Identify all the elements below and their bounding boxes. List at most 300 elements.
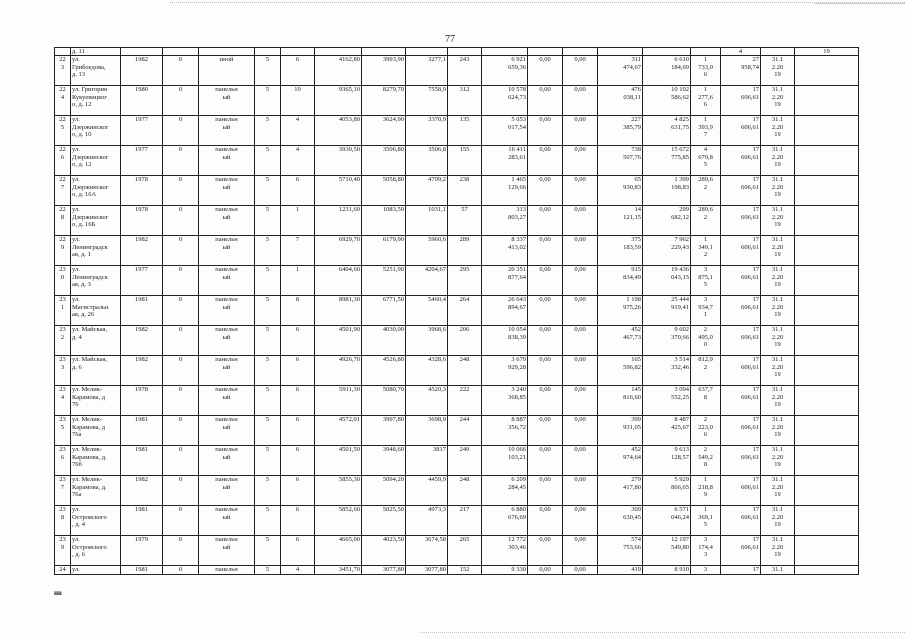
- cell-wall-material: панельн ый: [199, 506, 255, 536]
- cell-residential-area: 4204,67: [406, 266, 448, 296]
- cell-residential-area: 4799,2: [406, 176, 448, 206]
- cell-entrances: 4: [281, 566, 315, 575]
- cell-unit-cost: 3 934,7 1: [691, 296, 721, 326]
- cell-residential-area: 4459,9: [406, 476, 448, 506]
- cell-empty: [795, 356, 859, 386]
- cell-empty: [795, 146, 859, 176]
- cell-max-cost: 17 606,61: [721, 356, 761, 386]
- cell-empty: [795, 116, 859, 146]
- cell-zero-2: 0,00: [563, 356, 598, 386]
- cell-address: ул. Григория Кукуевицког о, д. 12: [71, 86, 121, 116]
- cell-col-3: 0: [163, 326, 199, 356]
- cell-cost-owner: 309 630,45: [598, 506, 643, 536]
- cell-wall-material: панельн ый: [199, 266, 255, 296]
- cell-col-3: 0: [163, 206, 199, 236]
- cell-empty: [795, 446, 859, 476]
- cell-year: 1981: [121, 416, 163, 446]
- cell-cost-fund: 19 436 043,15: [643, 266, 691, 296]
- cell-zero-2: 0,00: [563, 566, 598, 575]
- cell-address: ул.: [71, 566, 121, 575]
- cell-floors: 5: [255, 476, 281, 506]
- cell-empty: [121, 48, 163, 56]
- cell-deadline: 31.1 2.20 19: [761, 146, 795, 176]
- cell-residents: 206: [448, 326, 482, 356]
- cell-empty: [528, 48, 563, 56]
- cell-cost-owner: 399 931,05: [598, 416, 643, 446]
- cell-empty: [795, 266, 859, 296]
- scan-edge-top-right: [815, 3, 905, 5]
- cell-floors: 5: [255, 416, 281, 446]
- cell-col-3: 0: [163, 416, 199, 446]
- cell-wall-material: панельн ый: [199, 206, 255, 236]
- cell-address: ул. Майская, д. 4: [71, 326, 121, 356]
- table-row: [55, 386, 859, 416]
- cell-floors: 5: [255, 56, 281, 86]
- cell-max-cost: 17 606,61: [721, 236, 761, 266]
- cell-cost-fund: 25 444 919,41: [643, 296, 691, 326]
- cell-residents: 217: [448, 506, 482, 536]
- housing-register-table: [54, 47, 859, 575]
- cell-entrances: 6: [281, 176, 315, 206]
- cell-year: 1978: [121, 386, 163, 416]
- cell-entrances: 6: [281, 506, 315, 536]
- cell-total-cost: 8 337 413,02: [482, 236, 528, 266]
- row-number: 23 2: [55, 326, 71, 356]
- cell-floors: 5: [255, 86, 281, 116]
- cell-residential-area: 3968,6: [406, 326, 448, 356]
- cell-empty: [795, 416, 859, 446]
- cell-cost-fund: 6 610 184,69: [643, 56, 691, 86]
- cell-zero-2: 0,00: [563, 386, 598, 416]
- cell-floors: 5: [255, 566, 281, 575]
- cell-cost-fund: 12 197 549,80: [643, 536, 691, 566]
- table-row: [55, 416, 859, 446]
- cell-address: ул. Дзержинског о, д. 16А: [71, 176, 121, 206]
- cell-floors: 5: [255, 116, 281, 146]
- cell-cost-fund: 9 613 128,57: [643, 446, 691, 476]
- cell-residents: 248: [448, 476, 482, 506]
- cell-col-3: 0: [163, 236, 199, 266]
- cell-unit-cost: 4 679,8 5: [691, 146, 721, 176]
- cell-wall-material: панельн ый: [199, 236, 255, 266]
- cell-deadline: 31.1 2.20 19: [761, 326, 795, 356]
- cell-address: ул. Дзержинског о, д. 12: [71, 146, 121, 176]
- cell-total-area: 5911,30: [315, 386, 362, 416]
- cell-residents: 295: [448, 266, 482, 296]
- cell-empty: [163, 48, 199, 56]
- table-row: [55, 326, 859, 356]
- cell-cost-owner: 65 930,83: [598, 176, 643, 206]
- table-row: [55, 446, 859, 476]
- cell-deadline: 31.1 2.20 19: [761, 536, 795, 566]
- cell-cost-owner: 1 198 975,26: [598, 296, 643, 326]
- cell-total-cost: 5 053 017,54: [482, 116, 528, 146]
- cell-entrances: 7: [281, 236, 315, 266]
- cell-residents: 57: [448, 206, 482, 236]
- cell-unit-cost: 3 174,4 3: [691, 536, 721, 566]
- cell-residents: 155: [448, 146, 482, 176]
- cell-max-cost: 17 606,61: [721, 296, 761, 326]
- cell-col-3: 0: [163, 386, 199, 416]
- cell-residents: 265: [448, 536, 482, 566]
- cell-residents: 152: [448, 566, 482, 575]
- row-number: 22 9: [55, 236, 71, 266]
- cell-empty: [691, 48, 721, 56]
- cell-entrances: 6: [281, 446, 315, 476]
- cell-residents: 244: [448, 416, 482, 446]
- cell-zero-1: 0,00: [528, 206, 563, 236]
- cell-floors: 5: [255, 146, 281, 176]
- cell-col-3: 0: [163, 446, 199, 476]
- row-number: 23 5: [55, 416, 71, 446]
- cell-wall-material: панельн ый: [199, 326, 255, 356]
- scan-edge-bottom: [420, 632, 905, 633]
- table-row: [55, 356, 859, 386]
- cell-entrances: 6: [281, 326, 315, 356]
- cell-residential-area: 3370,9: [406, 116, 448, 146]
- cell-col-3: 0: [163, 356, 199, 386]
- cell-zero-2: 0,00: [563, 206, 598, 236]
- cell-wall-material: панельн ый: [199, 146, 255, 176]
- cell-total-area: 5710,40: [315, 176, 362, 206]
- cell-residential-area: 4973,3: [406, 506, 448, 536]
- row-number: 22 6: [55, 146, 71, 176]
- cell-residents: 264: [448, 296, 482, 326]
- cell-max-cost: 17 606,61: [721, 446, 761, 476]
- cell-empty: [448, 48, 482, 56]
- cell-zero-1: 0,00: [528, 146, 563, 176]
- cell-total-area: 5855,30: [315, 476, 362, 506]
- cell-empty: [795, 536, 859, 566]
- cell-residential-area: 3506,8: [406, 146, 448, 176]
- cell-year: 1977: [121, 266, 163, 296]
- cell-cost-owner: 14 121,15: [598, 206, 643, 236]
- cell-wall-material: панельн ый: [199, 386, 255, 416]
- cell-empty: [315, 48, 362, 56]
- cell-cost-fund: 8 487 425,67: [643, 416, 691, 446]
- cell-total-cost: 6 209 284,45: [482, 476, 528, 506]
- cell-max-cost: 17 606,61: [721, 86, 761, 116]
- cell-residents: 238: [448, 176, 482, 206]
- cell-floors: 5: [255, 536, 281, 566]
- cell-living-area: 3997,80: [362, 416, 406, 446]
- cell-entrances: 6: [281, 536, 315, 566]
- cell-floors: 5: [255, 236, 281, 266]
- table-row: [55, 56, 859, 86]
- cell-deadline: 31.1 2.20 19: [761, 206, 795, 236]
- row-number: 23 3: [55, 356, 71, 386]
- cell-cost-fund: 3 514 332,46: [643, 356, 691, 386]
- cell-zero-1: 0,00: [528, 416, 563, 446]
- page-number: 77: [445, 34, 455, 45]
- cell-total-cost: 6 880 676,69: [482, 506, 528, 536]
- row-number: 23 0: [55, 266, 71, 296]
- cell-deadline: 31.1 2.20 19: [761, 266, 795, 296]
- cell-year: 1982: [121, 356, 163, 386]
- cell-empty: [795, 86, 859, 116]
- cell-empty: [795, 476, 859, 506]
- cell-col-3: 0: [163, 266, 199, 296]
- cell-deadline: 31.1 2.20 19: [761, 416, 795, 446]
- cell-total-cost: 10 578 624,73: [482, 86, 528, 116]
- cell-col-20: 19: [795, 48, 859, 56]
- cell-address: ул. Мелик- Карамова, д. 76б: [71, 446, 121, 476]
- cell-cost-owner: 452 974,64: [598, 446, 643, 476]
- cell-max-cost: 17 606,61: [721, 176, 761, 206]
- cell-cost-owner: 738 507,76: [598, 146, 643, 176]
- cell-zero-2: 0,00: [563, 476, 598, 506]
- cell-living-area: 1083,50: [362, 206, 406, 236]
- cell-wall-material: панельн ый: [199, 476, 255, 506]
- cell-year: 1978: [121, 176, 163, 206]
- cell-residential-area: 4520,3: [406, 386, 448, 416]
- cell-zero-2: 0,00: [563, 86, 598, 116]
- cell-residents: 289: [448, 236, 482, 266]
- cell-max-cost: 17 606,61: [721, 536, 761, 566]
- row-number: 22 4: [55, 86, 71, 116]
- cell-unit-cost: 1 277,6 6: [691, 86, 721, 116]
- cell-residents: 243: [448, 56, 482, 86]
- cell-total-area: 4572,01: [315, 416, 362, 446]
- cell-living-area: 5251,90: [362, 266, 406, 296]
- cell-zero-2: 0,00: [563, 116, 598, 146]
- cell-empty: [199, 48, 255, 56]
- cell-empty: [598, 48, 643, 56]
- cell-total-cost: 3 679 929,28: [482, 356, 528, 386]
- cell-entrances: 1: [281, 206, 315, 236]
- cell-zero-1: 0,00: [528, 266, 563, 296]
- cell-living-area: 6179,90: [362, 236, 406, 266]
- cell-deadline: 31.1 2.20 19: [761, 356, 795, 386]
- cell-unit-cost: 3: [691, 566, 721, 575]
- cell-living-area: 4023,50: [362, 536, 406, 566]
- cell-empty: [55, 48, 71, 56]
- cell-unit-cost: 289,6 2: [691, 176, 721, 206]
- cell-deadline: 31.1 2.20 19: [761, 506, 795, 536]
- row-number: 23 9: [55, 536, 71, 566]
- cell-entrances: 10: [281, 86, 315, 116]
- cell-col-3: 0: [163, 146, 199, 176]
- cell-zero-2: 0,00: [563, 266, 598, 296]
- cell-address: ул. Ленинградск ая, д. 3: [71, 266, 121, 296]
- cell-living-area: 5094,20: [362, 476, 406, 506]
- cell-entrances: 4: [281, 116, 315, 146]
- row-number: 22 5: [55, 116, 71, 146]
- cell-floors: 5: [255, 356, 281, 386]
- cell-unit-cost: 2 223,0 6: [691, 416, 721, 446]
- cell-year: 1982: [121, 476, 163, 506]
- cell-unit-cost: 1 349,1 2: [691, 236, 721, 266]
- cell-empty: [643, 48, 691, 56]
- cell-col-3: 0: [163, 176, 199, 206]
- cell-unit-cost: 637,7 8: [691, 386, 721, 416]
- table-row: [55, 536, 859, 566]
- cell-cost-fund: 5 929 866,65: [643, 476, 691, 506]
- cell-residential-area: 3674,58: [406, 536, 448, 566]
- cell-living-area: 4030,00: [362, 326, 406, 356]
- cell-floors: 5: [255, 506, 281, 536]
- cell-address: ул. Грибоедова, д. 13: [71, 56, 121, 86]
- cell-zero-2: 0,00: [563, 416, 598, 446]
- cell-max-cost: 17 606,61: [721, 416, 761, 446]
- cell-zero-1: 0,00: [528, 296, 563, 326]
- cell-floors: 5: [255, 386, 281, 416]
- cell-cost-owner: 375 183,59: [598, 236, 643, 266]
- cell-deadline: 31.1 2.20 19: [761, 116, 795, 146]
- cell-wall-material: панельн ый: [199, 446, 255, 476]
- cell-entrances: 4: [281, 146, 315, 176]
- cell-entrances: 8: [281, 296, 315, 326]
- cell-cost-owner: 476 038,11: [598, 86, 643, 116]
- cell-living-area: 5080,70: [362, 386, 406, 416]
- row-number: 23 6: [55, 446, 71, 476]
- cell-zero-1: 0,00: [528, 56, 563, 86]
- cell-living-area: 6771,50: [362, 296, 406, 326]
- cell-address: ул. Магистральн ая, д. 26: [71, 296, 121, 326]
- cell-residential-area: 3817: [406, 446, 448, 476]
- cell-empty: [563, 48, 598, 56]
- cell-residents: 312: [448, 86, 482, 116]
- cell-col-3: 0: [163, 506, 199, 536]
- row-number: 22 8: [55, 206, 71, 236]
- cell-max-cost: 17 606,61: [721, 206, 761, 236]
- cell-wall-material: панельн ый: [199, 176, 255, 206]
- cell-empty: [795, 236, 859, 266]
- cell-zero-2: 0,00: [563, 56, 598, 86]
- cell-deadline: 31.1 2.20 19: [761, 56, 795, 86]
- cell-address: ул. Майская, д. 6: [71, 356, 121, 386]
- cell-year: 1982: [121, 326, 163, 356]
- cell-address: ул. Ленинградск ая, д. 1: [71, 236, 121, 266]
- cell-empty: [795, 566, 859, 575]
- cell-floors: 5: [255, 176, 281, 206]
- cell-empty: [795, 326, 859, 356]
- cell-max-cost: 17 606,61: [721, 386, 761, 416]
- cell-entrances: 6: [281, 56, 315, 86]
- cell-deadline: 31.1 2.20 19: [761, 176, 795, 206]
- row-number: 22 3: [55, 56, 71, 86]
- cell-wall-material: иной: [199, 56, 255, 86]
- cell-residents: 135: [448, 116, 482, 146]
- cell-empty: [795, 206, 859, 236]
- cell-address: ул. Мелик- Карамова, д 76: [71, 386, 121, 416]
- table-row: [55, 296, 859, 326]
- cell-unit-cost: 1 218,8 9: [691, 476, 721, 506]
- cell-address: ул. Дзержинског о, д. 10: [71, 116, 121, 146]
- cell-max-cost: 17 606,61: [721, 146, 761, 176]
- cell-living-area: 5058,80: [362, 176, 406, 206]
- cell-total-area: 4053,80: [315, 116, 362, 146]
- cell-residents: 222: [448, 386, 482, 416]
- cell-floors: 5: [255, 266, 281, 296]
- cell-total-area: 4501,50: [315, 446, 362, 476]
- cell-unit-cost: 2 495,0 0: [691, 326, 721, 356]
- cell-cost-owner: 145 816,60: [598, 386, 643, 416]
- cell-residents: 248: [448, 356, 482, 386]
- cell-total-cost: 26 643 894,67: [482, 296, 528, 326]
- cell-col-17: 4: [721, 48, 761, 56]
- cell-address: ул. Островского , д. 6: [71, 536, 121, 566]
- cell-floors: 5: [255, 296, 281, 326]
- row-number: 24: [55, 566, 71, 575]
- cell-entrances: 6: [281, 416, 315, 446]
- cell-wall-material: панельн ый: [199, 416, 255, 446]
- cell-cost-owner: 419: [598, 566, 643, 575]
- scan-edge-top: [170, 2, 905, 6]
- cell-year: 1982: [121, 56, 163, 86]
- row-number: 22 7: [55, 176, 71, 206]
- cell-deadline: 31.1 2.20 19: [761, 386, 795, 416]
- cell-cost-fund: 15 672 775,85: [643, 146, 691, 176]
- cell-cost-fund: 10 102 586,62: [643, 86, 691, 116]
- row-number: 23 4: [55, 386, 71, 416]
- cell-year: 1982: [121, 236, 163, 266]
- cell-residential-area: 3077,80: [406, 566, 448, 575]
- table-row: [55, 236, 859, 266]
- cell-unit-cost: 3 875,1 5: [691, 266, 721, 296]
- cell-year: 1981: [121, 296, 163, 326]
- cell-cost-fund: 6 571 046,24: [643, 506, 691, 536]
- cell-col-3: 0: [163, 116, 199, 146]
- cell-zero-1: 0,00: [528, 386, 563, 416]
- cell-cost-fund: 3 094 552,25: [643, 386, 691, 416]
- cell-year: 1981: [121, 566, 163, 575]
- cell-unit-cost: 812,9 2: [691, 356, 721, 386]
- cell-col-3: 0: [163, 536, 199, 566]
- cell-zero-2: 0,00: [563, 536, 598, 566]
- cell-empty: [482, 48, 528, 56]
- cell-zero-2: 0,00: [563, 326, 598, 356]
- cell-zero-1: 0,00: [528, 566, 563, 575]
- cell-zero-1: 0,00: [528, 446, 563, 476]
- cell-empty: [406, 48, 448, 56]
- cell-wall-material: панельн ый: [199, 86, 255, 116]
- cell-deadline: 31.1 2.20 19: [761, 236, 795, 266]
- cell-max-cost: 27 958,74: [721, 56, 761, 86]
- cell-empty: [255, 48, 281, 56]
- cell-floors: 5: [255, 206, 281, 236]
- table-row: [55, 266, 859, 296]
- cell-zero-1: 0,00: [528, 326, 563, 356]
- cell-cost-owner: 227 385,79: [598, 116, 643, 146]
- cell-residential-area: 3277,1: [406, 56, 448, 86]
- table-row: [55, 116, 859, 146]
- cell-entrances: 6: [281, 356, 315, 386]
- cell-zero-1: 0,00: [528, 86, 563, 116]
- cell-total-area: 4665,00: [315, 536, 362, 566]
- cell-deadline: 31.1 2.20 19: [761, 86, 795, 116]
- cell-cost-owner: 452 467,73: [598, 326, 643, 356]
- cell-living-area: 3993,90: [362, 56, 406, 86]
- cell-cost-fund: 299 682,12: [643, 206, 691, 236]
- cell-residential-area: 4328,6: [406, 356, 448, 386]
- cell-total-cost: 6 921 659,36: [482, 56, 528, 86]
- cell-total-area: 1231,60: [315, 206, 362, 236]
- cell-residential-area: 5960,6: [406, 236, 448, 266]
- cell-cost-fund: 7 962 229,43: [643, 236, 691, 266]
- cell-cost-owner: 279 417,80: [598, 476, 643, 506]
- cell-total-cost: 3 240 368,85: [482, 386, 528, 416]
- cell-zero-1: 0,00: [528, 476, 563, 506]
- cell-unit-cost: 1 393,9 7: [691, 116, 721, 146]
- cell-entrances: 1: [281, 266, 315, 296]
- table-row: [55, 146, 859, 176]
- cell-cost-owner: 915 834,49: [598, 266, 643, 296]
- cell-residential-area: 3698,9: [406, 416, 448, 446]
- cell-floors: 5: [255, 446, 281, 476]
- cell-floors: 5: [255, 326, 281, 356]
- cell-year: 1978: [121, 206, 163, 236]
